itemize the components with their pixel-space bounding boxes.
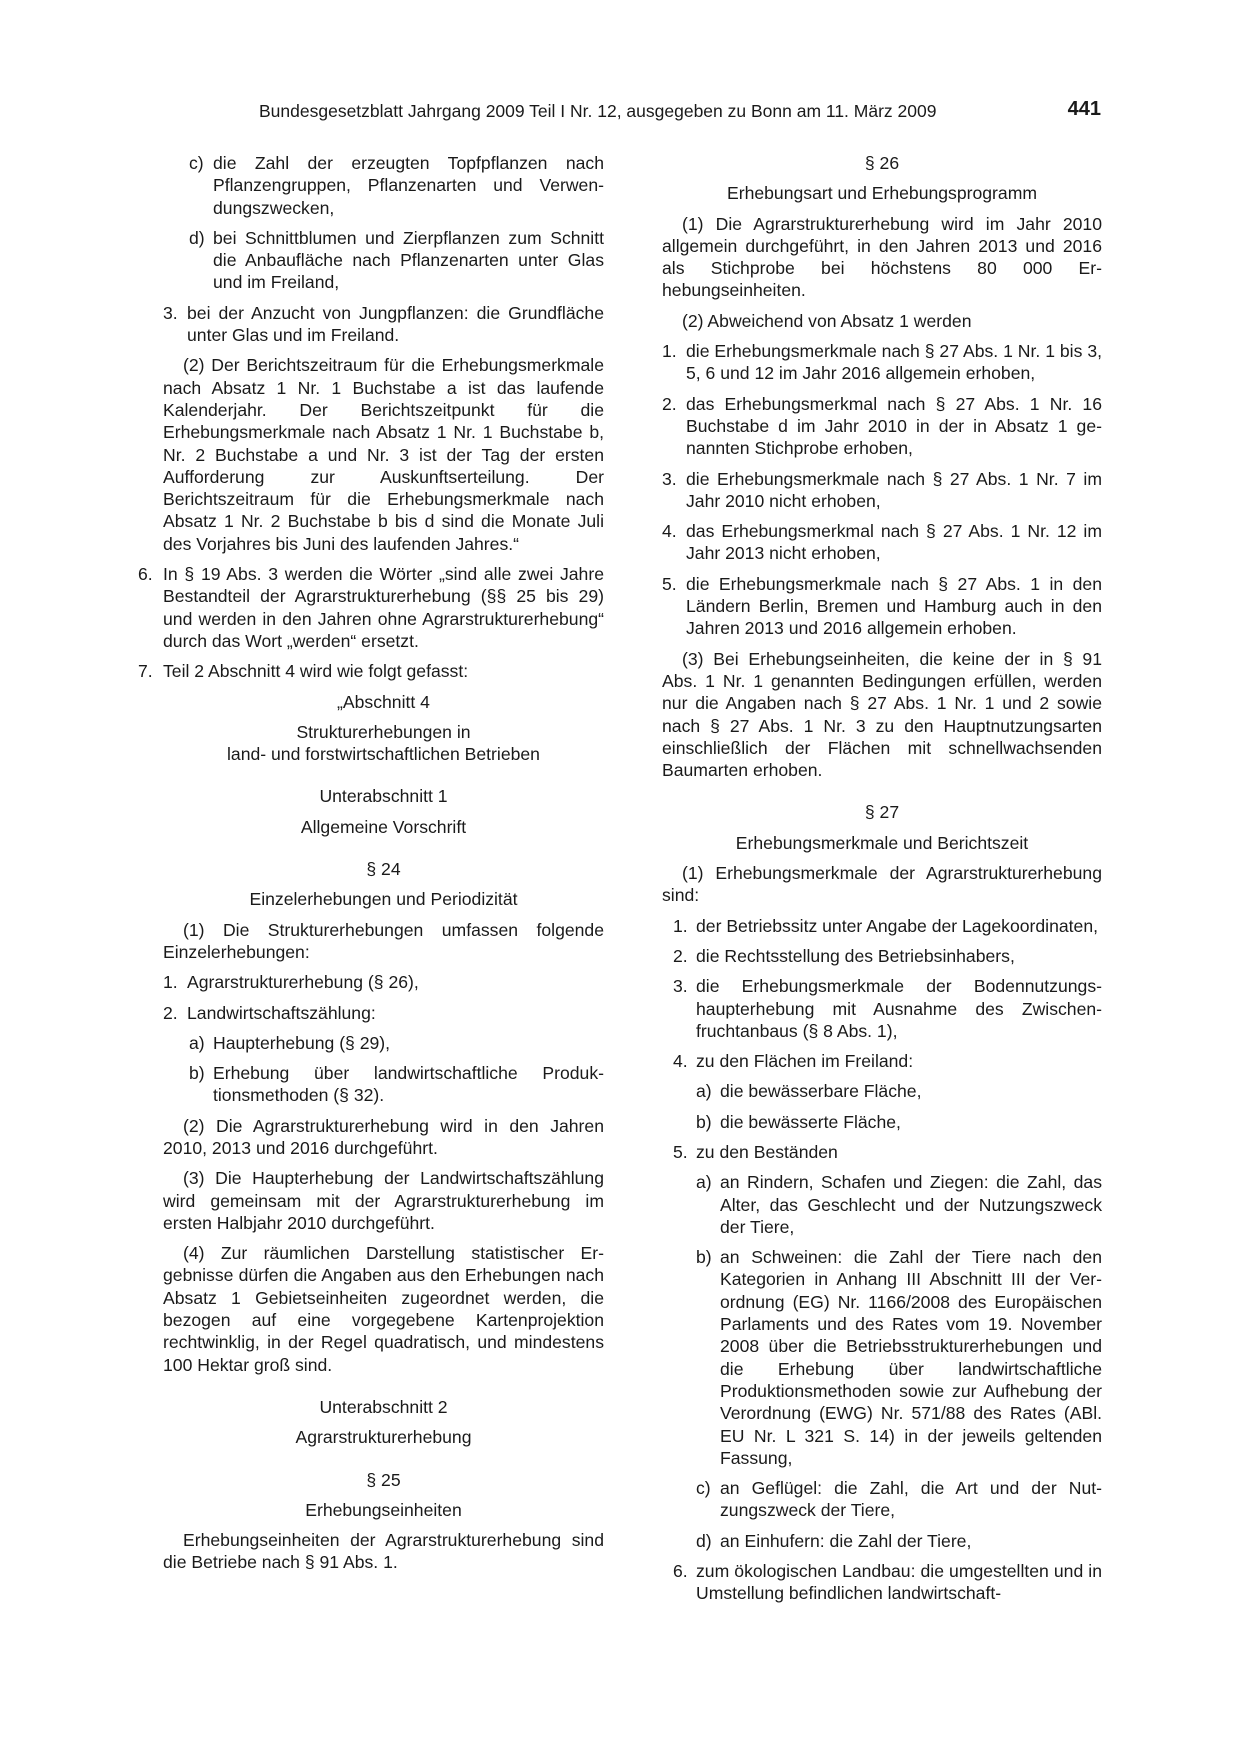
paragraph-number: § 25 — [366, 1469, 401, 1490]
right-column — [662, 152, 1102, 1613]
page-header — [0, 98, 1241, 127]
paragraph-number: § 24 — [366, 859, 401, 880]
subsection-heading: Unterabschnitt 2 — [319, 1396, 448, 1417]
paragraph: Erhebungseinheiten der Agrarstrukturerhebung sind die Betriebe nach § 91 Abs. 1. — [163, 1530, 604, 1573]
list-item: 1. Agrarstrukturerhebung (§ 26), — [163, 972, 419, 993]
paragraph-title: Erhebungsmerkmale und Berichtszeit — [735, 832, 1029, 853]
list-item: 3. bei der Anzucht von Jungpflanzen: die Grundfläche unter Glas und im Freiland. — [163, 302, 604, 346]
list-item: 1. der Betriebssitz unter Angabe der Lagekoordinaten, — [673, 915, 1098, 936]
paragraph: (2) Der Berichtszeitraum für die Erhebungsmerkmale nach Absatz 1 Nr. 1 Buchstabe a ist das laufende Kalenderjahr. Der Berichtszeitpunkt für die Erhebungsmerkmale nach Absatz 1 Nr. 1 Buchstabe b, Nr. 2 Buchstabe a und Nr. 3 ist der Tag der ersten Aufforderung zur Auskunftserteilung. Der Berichtszeitraum für die Erhebungsmerkmale nach Absatz 1 Nr. 2 Buchstabe b bis d sind die Monate Juli des Vorjahres bis Juni des laufenden Jahres.“ — [163, 355, 604, 554]
paragraph: (2) Die Agrarstrukturerhebung wird in den Jahren 2010, 2013 und 2016 durchgeführt. — [163, 1115, 604, 1158]
paragraph-title: Einzelerhebungen und Periodizität — [249, 889, 518, 910]
list-item: 6. zum ökologischen Landbau: die umgestellten und in Umstellung befindlichen landwirtschaft- — [673, 1561, 1102, 1604]
paragraph: (3) Bei Erhebungseinheiten, die keine der in § 91 Abs. 1 Nr. 1 genannten Bedingungen erfüllen, werden nur die Angaben nach § 27 Abs. 1 Nr. 1 und 2 sowie nach § 27 Abs. 1 Nr. 3 zu den Hauptnutzungsarten einschließlich der Flächen mit schnellwachsenden Baumarten erhoben. — [662, 648, 1102, 781]
left-column — [138, 152, 604, 1582]
list-item: 6. In § 19 Abs. 3 werden die Wörter „sind alle zwei Jahre Bestandteil der Agrarstrukturerhebung (§§ 25 bis 29) und werden in den Jahren ohne Agrarstrukturerhebung“ durch das Wort „werden“ ersetzt. — [138, 564, 604, 651]
list-item: 3. die Erhebungsmerkmale nach § 27 Abs. 1 Nr. 7 im Jahr 2010 nicht erhoben, — [662, 468, 1102, 511]
list-item: 3. die Erhebungsmerkmale der Bodennutzungshaupterhebung mit Ausnahme des Zwischenfruchtanbaus (§ 8 Abs. 1), — [673, 976, 1102, 1041]
header-title: Bundesgesetzblatt Jahrgang 2009 Teil I Nr. 12, ausgegeben zu Bonn am 11. März 2009 — [259, 101, 937, 121]
paragraph-number: § 27 — [864, 802, 900, 823]
paragraph-number: § 26 — [864, 153, 900, 173]
list-item: c) an Geflügel: die Zahl, die Art und der Nutzungszweck der Tiere, — [696, 1478, 1102, 1521]
paragraph: (1) Die Agrarstrukturerhebung wird im Jahr 2010 allgemein durchgeführt, in den Jahren 2013 und 2016 als Stichprobe bei höchstens 80 000 Erhebungseinheiten. — [662, 213, 1102, 301]
paragraph: (1) Erhebungsmerkmale der Agrarstrukturerhebung sind: — [662, 863, 1102, 906]
list-item: 5. die Erhebungsmerkmale nach § 27 Abs. 1 in den Ländern Berlin, Bremen und Hamburg auch in den Jahren 2013 und 2016 allgemein erhoben. — [662, 573, 1102, 639]
subsection-title: Allgemeine Vorschrift — [300, 816, 467, 837]
list-item: 2. das Erhebungsmerkmal nach § 27 Abs. 1 Nr. 16 Buchstabe d im Jahr 2010 in der in Absatz 1 genannten Stichprobe erhoben, — [662, 393, 1102, 459]
page-number: 441 — [1067, 98, 1101, 120]
section-title: Strukturerhebungen in — [296, 721, 471, 742]
list-item: 5. zu den Beständen — [673, 1141, 838, 1162]
list-item: c) die Zahl der erzeugten Topfpflanzen nach Pflanzengruppen, Pflanzenarten und Verwendungszwecken, — [189, 153, 604, 218]
paragraph-title: Erhebungseinheiten — [305, 1499, 462, 1520]
section-heading: „Abschnitt 4 — [337, 691, 430, 712]
list-item: d) bei Schnittblumen und Zierpflanzen zum Schnitt die Anbaufläche nach Pflanzenarten unter Glas und im Freiland, — [189, 227, 604, 293]
list-item: b) Erhebung über landwirtschaftliche Produktionsmethoden (§ 32). — [189, 1063, 604, 1106]
list-item: 2. die Rechtsstellung des Betriebsinhabers, — [673, 945, 1015, 966]
list-item: b) an Schweinen: die Zahl der Tiere nach den Kategorien in Anhang III Abschnitt III der Verordnung (EG) Nr. 1166/2008 des Europäischen Parlaments und des Rates vom 19. November 2008 über die Betriebsstrukturerhebungen und die Erhebung über landwirtschaftliche Produktionsmethoden sowie zur Aufhebung der Verordnung (EWG) Nr. 571/88 des Rates (ABl. EU Nr. L 321 S. 14) in der jeweils geltenden Fassung, — [696, 1247, 1102, 1468]
list-item: 1. die Erhebungsmerkmale nach § 27 Abs. 1 Nr. 1 bis 3, 5, 6 und 12 im Jahr 2016 allgemein erhoben, — [662, 341, 1102, 384]
section-title: land- und forstwirtschaftlichen Betrieben — [227, 744, 540, 765]
list-item: 7. Teil 2 Abschnitt 4 wird wie folgt gefasst: — [138, 661, 469, 682]
list-item: a) die bewässerbare Fläche, — [696, 1081, 922, 1102]
list-item: 4. das Erhebungsmerkmal nach § 27 Abs. 1 Nr. 12 im Jahr 2013 nicht erhoben, — [662, 521, 1102, 564]
list-item: a) an Rindern, Schafen und Ziegen: die Zahl, das Alter, das Geschlecht und der Nutzungszweck der Tiere, — [696, 1172, 1102, 1237]
list-item: 2. Landwirtschaftszählung: — [163, 1002, 376, 1023]
paragraph: (4) Zur räumlichen Darstellung statistischer Ergebnisse dürfen die Angaben aus den Erhebungen nach Absatz 1 Gebietseinheiten zugeordnet werden, die bezogen auf eine vorgegebene Kartenprojektion rechtwinklig, in der Regel quadratisch, und mindestens 100 Hektar groß sind. — [163, 1243, 604, 1375]
paragraph: (2) Abweichend von Absatz 1 werden — [682, 310, 972, 331]
subsection-heading: Unterabschnitt 1 — [319, 786, 448, 807]
list-item: a) Haupterhebung (§ 29), — [189, 1032, 391, 1053]
list-item: b) die bewässerte Fläche, — [696, 1111, 901, 1132]
paragraph-title: Erhebungsart und Erhebungsprogramm — [726, 183, 1038, 204]
list-item: 4. zu den Flächen im Freiland: — [673, 1051, 914, 1072]
paragraph: (1) Die Strukturerhebungen umfassen folgende Einzelerhebungen: — [163, 919, 604, 962]
paragraph: (3) Die Haupterhebung der Landwirtschaftszählung wird gemeinsam mit der Agrarstrukturerhebung im ersten Halbjahr 2010 durchgeführt. — [163, 1168, 604, 1233]
list-item: d) an Einhufern: die Zahl der Tiere, — [696, 1530, 972, 1551]
subsection-title: Agrarstrukturerhebung — [295, 1427, 472, 1448]
